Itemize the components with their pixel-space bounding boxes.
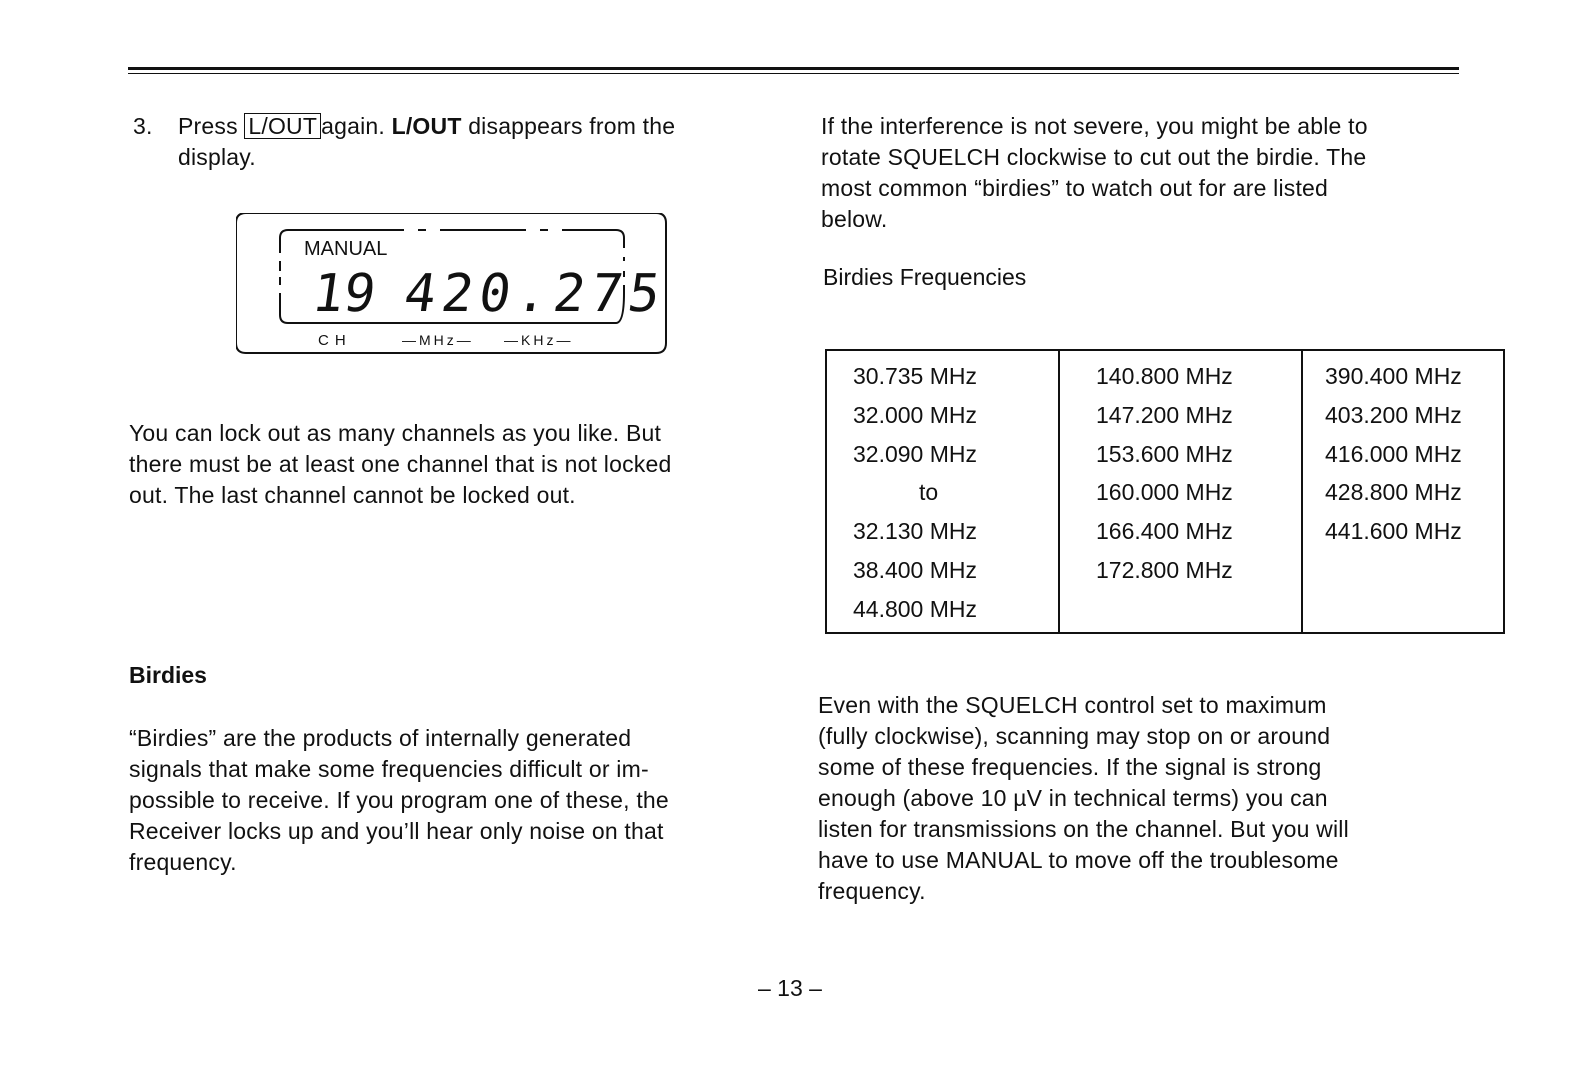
table-column-3	[1302, 350, 1504, 633]
lockout-paragraph	[129, 418, 779, 511]
step-3	[133, 111, 783, 173]
lockout-line: You can lock out as many channels as you like. But	[129, 420, 662, 446]
birdies-frequency-table	[825, 349, 1505, 634]
birdies-paragraph	[129, 723, 779, 878]
header-rule-thin	[128, 73, 1459, 74]
interference-line: below.	[821, 206, 888, 232]
table-cell: 172.800 MHz	[1096, 556, 1233, 583]
table-cell: 44.800 MHz	[853, 595, 978, 622]
lcd-ch-label: CH	[318, 332, 352, 349]
table-cell: 153.600 MHz	[1096, 440, 1233, 467]
step-rest: disappears from the	[468, 113, 676, 139]
table-column-1	[826, 350, 1059, 633]
interference-line: most common “birdies” to watch out for are listed	[821, 175, 1329, 201]
birdies-line: signals that make some frequencies difficult or im-	[129, 756, 649, 782]
birdies-line: “Birdies” are the products of internally generated	[129, 725, 632, 751]
lcd-display-illustration	[236, 213, 908, 355]
birdies-line: Receiver locks up and you’ll hear only noise on that	[129, 818, 664, 844]
step-number: 3.	[133, 113, 153, 139]
lcd-channel: 19	[308, 264, 380, 324]
table-caption: Birdies Frequencies	[823, 264, 1027, 290]
interference-line: rotate SQUELCH clockwise to cut out the birdie. The	[821, 144, 1367, 170]
table-cell: 32.130 MHz	[853, 518, 978, 545]
birdies-line: frequency.	[129, 849, 237, 875]
squelch-line: Even with the SQUELCH control set to maximum	[818, 692, 1327, 718]
table-row	[826, 350, 1504, 633]
again-text: again.	[321, 113, 385, 139]
table-cell: to	[919, 479, 939, 506]
table-cell: 441.600 MHz	[1325, 518, 1462, 545]
lout-bold: L/OUT	[391, 113, 462, 139]
page-number: – 13 –	[758, 975, 822, 1001]
table-cell: 147.200 MHz	[1096, 401, 1233, 428]
squelch-line: listen for transmissions on the channel. But you will	[818, 816, 1349, 842]
squelch-line: frequency.	[818, 878, 926, 904]
table-cell: 38.400 MHz	[853, 556, 978, 583]
table-cell: 30.735 MHz	[853, 363, 978, 389]
table-cell: 140.800 MHz	[1096, 363, 1233, 389]
squelch-line: enough (above 10 µV in technical terms) you can	[818, 785, 1328, 811]
step-line-2: display.	[178, 144, 256, 170]
squelch-paragraph	[818, 690, 1478, 907]
lout-key: L/OUT	[244, 113, 321, 139]
interference-paragraph	[821, 111, 1481, 235]
squelch-line: (fully clockwise), scanning may stop on or around	[818, 723, 1331, 749]
table-cell: 428.800 MHz	[1325, 479, 1462, 506]
lockout-line: out. The last channel cannot be locked out.	[129, 482, 576, 508]
birdies-heading: Birdies	[129, 662, 207, 688]
lockout-line: there must be at least one channel that is not locked	[129, 451, 672, 477]
interference-line: If the interference is not severe, you might be able to	[821, 113, 1368, 139]
table-cell: 166.400 MHz	[1096, 518, 1233, 545]
lcd-mode: MANUAL	[304, 238, 388, 260]
header-rule	[128, 67, 1459, 70]
table-cell: 160.000 MHz	[1096, 479, 1233, 506]
lcd-mhz-label: —MHz—	[402, 332, 474, 348]
squelch-line: have to use MANUAL to move off the troublesome	[818, 847, 1339, 873]
lcd-frequency: 420.275	[400, 264, 670, 324]
table-column-2	[1059, 350, 1302, 633]
table-cell: 32.000 MHz	[853, 401, 978, 428]
squelch-line: some of these frequencies. If the signal is strong	[818, 754, 1322, 780]
lcd-khz-label: —KHz—	[504, 332, 574, 348]
press-text: Press	[178, 113, 238, 139]
table-cell: 416.000 MHz	[1325, 440, 1462, 467]
table-cell: 32.090 MHz	[853, 440, 978, 467]
birdies-line: possible to receive. If you program one of these, the	[129, 787, 669, 813]
table-cell: 390.400 MHz	[1325, 363, 1462, 389]
table-cell: 403.200 MHz	[1325, 401, 1462, 428]
